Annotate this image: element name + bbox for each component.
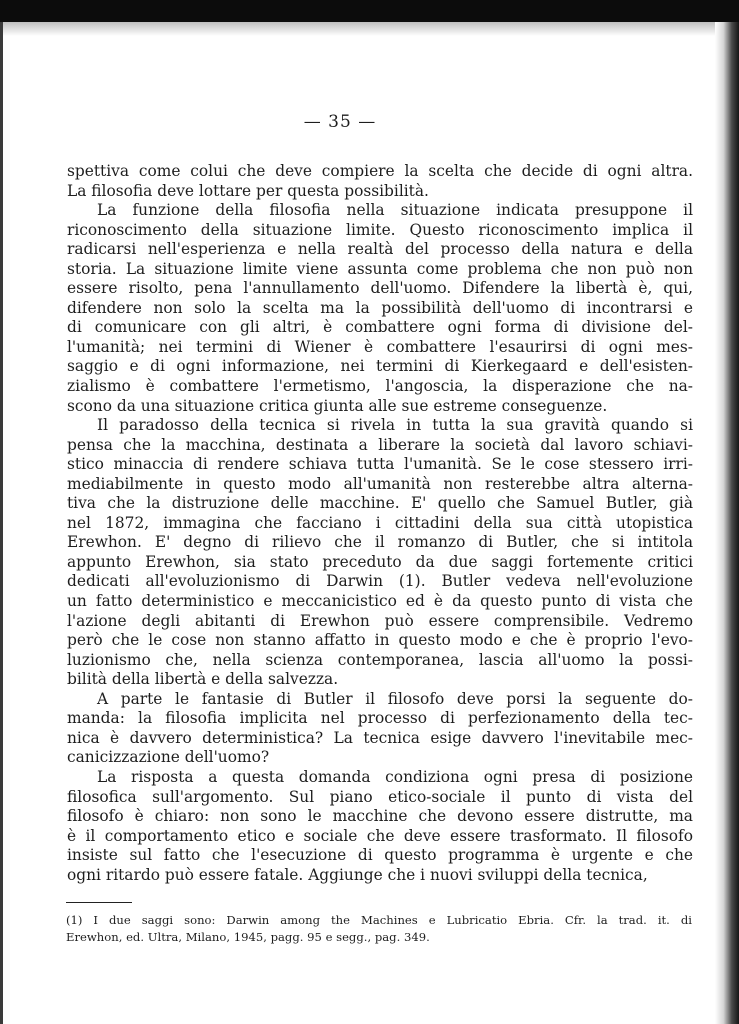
text-line: radicarsi nell'esperienza e nella realtà del processo della natura e della: [67, 240, 693, 259]
text-line: l'azione degli abitanti di Erewhon può essere comprensibile. Vedremo: [67, 611, 693, 630]
text-line: storia. La situazione limite viene assunta come problema che non può non: [67, 259, 693, 278]
text-line: scono da una situazione critica giunta alle sue estreme conseguenze.: [67, 396, 608, 415]
text-line: appunto Erewhon, sia stato preceduto da due saggi fortemente critici: [67, 552, 693, 571]
text-line: pensa che la macchina, destinata a liberare la società dal lavoro schiavi-: [67, 435, 693, 454]
text-line: dedicati all'evoluzionismo di Darwin (1). Butler vedeva nell'evoluzione: [67, 572, 693, 591]
text-line: di comunicare con gli altri, è combattere ogni forma di divisione del-: [67, 318, 693, 337]
text-line: mediabilmente in questo modo all'umanità non resterebbe altra alterna-: [67, 474, 693, 493]
paragraph-p3: [67, 416, 693, 690]
paragraph-p2: [67, 201, 693, 416]
text-line: ogni ritardo può essere fatale. Aggiunge che i nuovi sviluppi della tecnica,: [67, 865, 648, 884]
text-line: stico minaccia di rendere schiava tutta l'umanità. Se le cose stessero irri-: [67, 455, 693, 474]
text-line: manda: la filosofia implicita nel processo di perfezionamento della tec-: [67, 709, 693, 728]
text-line: luzionismo che, nella scienza contemporanea, lascia all'uomo la possi-: [67, 650, 693, 669]
text-line: bilità della libertà e della salvezza.: [67, 670, 339, 689]
text-line: Il paradosso della tecnica si rivela in tutta la sua gravità quando si: [97, 416, 693, 435]
paragraph-p4: [67, 690, 693, 768]
text-line: La funzione della filosofia nella situazione indicata presuppone il: [97, 201, 693, 220]
paragraph-p5: [67, 768, 693, 885]
scan-right-edge: [715, 22, 739, 1024]
text-line: A parte le fantasie di Butler il filosofo deve porsi la seguente do-: [97, 689, 693, 708]
text-line: filosofica sull'argomento. Sul piano etico-sociale il punto di vista del: [67, 787, 693, 806]
footnote: [66, 912, 692, 946]
scan-top-shadow: [0, 22, 739, 36]
page-number: — 35 —: [303, 112, 377, 132]
text-line: un fatto deterministico e meccanicistico ed è da questo punto di vista che: [67, 592, 693, 611]
scan-top-border: [0, 0, 739, 22]
text-line: nica è davvero deterministica? La tecnica esige davvero l'inevitabile mec-: [67, 728, 693, 747]
text-line: saggio e di ogni informazione, nei termini di Kierkegaard e dell'esisten-: [67, 357, 693, 376]
text-line: difendere non solo la scelta ma la possibilità dell'uomo di incontrarsi e: [67, 298, 693, 317]
footnote-line: Erewhon, ed. Ultra, Milano, 1945, pagg. 95 e segg., pag. 349.: [66, 930, 430, 944]
text-line: Erewhon. E' degno di rilievo che il romanzo di Butler, che si intitola: [67, 533, 693, 552]
text-line: La filosofia deve lottare per questa possibilità.: [67, 181, 429, 200]
text-line: però che le cose non stanno affatto in questo modo e che è proprio l'evo-: [67, 631, 693, 650]
text-line: riconoscimento della situazione limite. Questo riconoscimento implica il: [67, 220, 693, 239]
text-line: canicizzazione dell'uomo?: [67, 748, 270, 767]
footnote-line: (1) I due saggi sono: Darwin among the Machines e Lubricatio Ebria. Cfr. la trad. it. di: [66, 913, 692, 927]
scan-left-edge: [0, 22, 3, 1024]
text-line: La risposta a questa domanda condiziona ogni presa di posizione: [97, 767, 693, 786]
text-line: zialismo è combattere l'ermetismo, l'angoscia, la disperazione che na-: [67, 377, 693, 396]
text-line: insiste sul fatto che l'esecuzione di questo programma è urgente e che: [67, 846, 693, 865]
text-line: l'umanità; nei termini di Wiener è combattere l'esaurirsi di ogni mes-: [67, 337, 693, 356]
text-line: spettiva come colui che deve compiere la scelta che decide di ogni altra.: [67, 162, 693, 180]
text-line: essere risolto, pena l'annullamento dell'uomo. Difendere la libertà è, qui,: [67, 279, 693, 298]
text-line: tiva che la distruzione delle macchine. E' quello che Samuel Butler, già: [67, 494, 693, 513]
footnote-rule: [66, 902, 132, 903]
paragraph-p1: [67, 162, 693, 201]
text-line: nel 1872, immagina che facciano i cittadini della sua città utopistica: [67, 513, 693, 532]
text-line: filosofo è chiaro: non sono le macchine che devono essere distrutte, ma: [67, 807, 693, 826]
text-line: è il comportamento etico e sociale che deve essere trasformato. Il filosofo: [67, 826, 693, 845]
body-text: [67, 162, 693, 885]
